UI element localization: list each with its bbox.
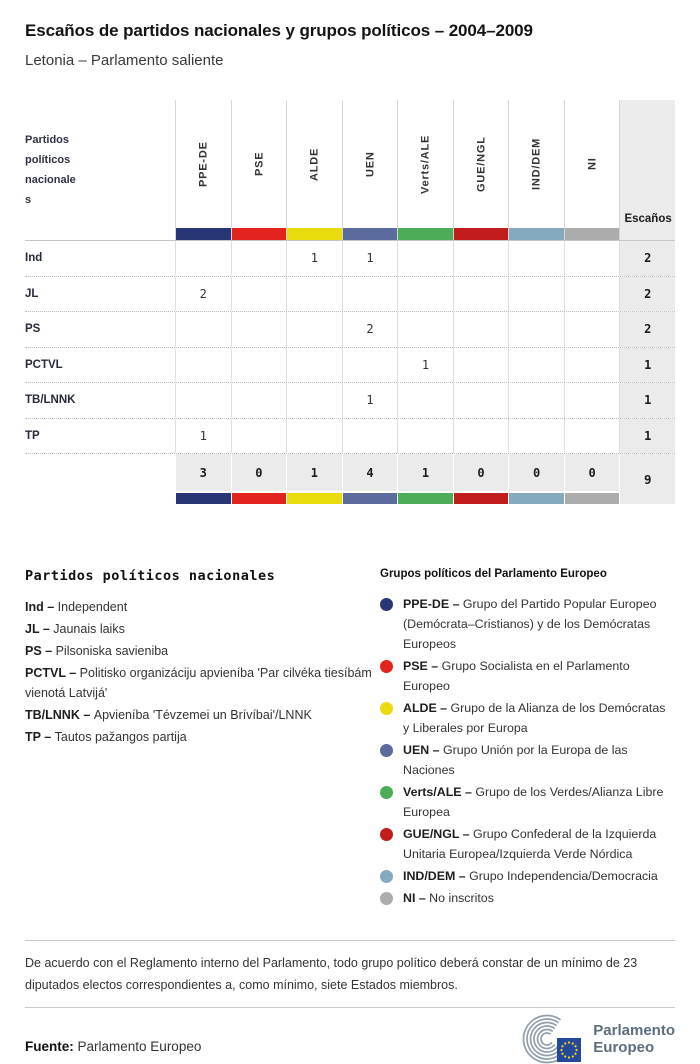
seat-cell: 1	[175, 419, 231, 454]
group-legend-code: ALDE –	[403, 701, 451, 715]
seat-cell	[342, 277, 398, 312]
group-legend-list	[380, 594, 675, 908]
party-label: TB/LNNK	[25, 394, 76, 407]
seat-cell	[175, 241, 231, 276]
group-color-dot	[380, 598, 393, 611]
source-line	[25, 1039, 201, 1064]
party-legend-item: TP – Tautos pažangos partija	[25, 730, 187, 744]
table-row	[25, 348, 675, 384]
totals-empty-cell	[25, 454, 175, 504]
group-column-label: Verts/ALE	[419, 134, 432, 194]
seat-cell	[231, 419, 287, 454]
party-label: TP	[25, 429, 40, 442]
row-total-cell: 1	[619, 419, 675, 454]
seat-cell	[564, 241, 620, 276]
seat-cell	[564, 419, 620, 454]
table-row	[25, 419, 675, 455]
seat-cell	[175, 312, 231, 347]
seat-cell	[564, 383, 620, 418]
group-legend-item: GUE/NGL – Grupo Confederal de la Izquierda Unitaria Europea/Izquierda Verde Nórdica	[380, 824, 675, 864]
party-legend-item: Ind – Independent	[25, 600, 128, 614]
seat-cell	[286, 383, 342, 418]
group-column-label: NI	[586, 157, 599, 171]
group-legend-code: GUE/NGL –	[403, 827, 473, 841]
seat-cell	[397, 383, 453, 418]
group-color-bar	[232, 493, 287, 504]
row-total-cell: 2	[619, 241, 675, 276]
group-color-dot	[380, 828, 393, 841]
group-column-header	[453, 100, 509, 240]
group-total-cell	[342, 454, 398, 504]
group-legend-code: PSE –	[403, 659, 442, 673]
group-total-value: 0	[232, 454, 287, 491]
group-legend-item: NI – No inscritos	[380, 888, 675, 908]
seat-cell	[397, 419, 453, 454]
seat-cell	[231, 348, 287, 383]
group-total-value: 1	[287, 454, 342, 491]
row-total-cell: 1	[619, 348, 675, 383]
seat-cell: 2	[175, 277, 231, 312]
seat-cell	[175, 383, 231, 418]
seat-cell	[286, 312, 342, 347]
group-legend-code: Verts/ALE –	[403, 785, 476, 799]
group-column-header	[175, 100, 231, 240]
group-total-value: 0	[565, 454, 620, 491]
party-legend-item: PS – Pilsoniska savieniba	[25, 644, 169, 658]
group-total-value: 0	[454, 454, 509, 491]
group-total-cell	[175, 454, 231, 504]
table-corner-header	[25, 100, 175, 240]
logo-wordmark	[593, 1022, 675, 1056]
group-total-cell	[508, 454, 564, 504]
row-total-cell: 2	[619, 312, 675, 347]
seat-cell	[508, 348, 564, 383]
party-legend-code: TB/LNNK –	[25, 708, 94, 722]
seat-cell	[564, 277, 620, 312]
group-total-cell	[564, 454, 620, 504]
party-legend-item: JL – Jaunais laiks	[25, 622, 125, 636]
seat-cell	[342, 348, 398, 383]
seat-cell	[231, 383, 287, 418]
seat-cell: 1	[342, 383, 398, 418]
group-color-bar	[176, 228, 231, 240]
group-column-label: UEN	[363, 151, 376, 177]
footnote-section	[25, 940, 675, 1008]
seat-cell: 1	[397, 348, 453, 383]
party-legend	[25, 568, 380, 910]
group-legend-item: PSE – Grupo Socialista en el Parlamento Europeo	[380, 656, 675, 696]
party-legend-item: PCTVL – Politisko organizáciju apvieníba 'Par cilvéka tiesíbám vienotá Latvijá'	[25, 666, 372, 700]
corner-header-label: Partidos políticos nacionales	[25, 134, 76, 206]
party-legend-code: PCTVL –	[25, 666, 80, 680]
group-total-cell	[231, 454, 287, 504]
seat-cell	[231, 241, 287, 276]
group-column-header	[508, 100, 564, 240]
group-legend-code: NI –	[403, 891, 430, 905]
seat-cell	[231, 312, 287, 347]
seat-cell	[508, 241, 564, 276]
group-column-label: GUE/NGL	[475, 136, 488, 192]
seat-cell	[397, 241, 453, 276]
seat-cell	[508, 277, 564, 312]
group-legend-item: ALDE – Grupo de la Alianza de los Demócratas y Liberales por Europa	[380, 698, 675, 738]
group-column-header	[342, 100, 398, 240]
party-legend-list	[25, 597, 380, 747]
seats-column-header: Escaños	[619, 100, 675, 240]
party-label: JL	[25, 287, 39, 300]
group-color-bar	[398, 228, 453, 240]
group-color-dot	[380, 744, 393, 757]
group-color-bar	[509, 228, 564, 240]
european-parliament-logo	[521, 1014, 675, 1064]
seat-cell	[342, 419, 398, 454]
party-legend-code: TP –	[25, 730, 55, 744]
group-color-dot	[380, 892, 393, 905]
seat-cell	[286, 277, 342, 312]
seat-cell: 1	[342, 241, 398, 276]
row-total-cell: 1	[619, 383, 675, 418]
seat-cell	[564, 348, 620, 383]
seat-cell	[286, 419, 342, 454]
source-label: Fuente:	[25, 1039, 74, 1054]
group-color-bar	[287, 493, 342, 504]
group-legend-item: UEN – Grupo Unión por la Europa de las Naciones	[380, 740, 675, 780]
group-column-label: ALDE	[308, 147, 321, 181]
group-column-label: IND/DEM	[530, 137, 543, 191]
group-color-bar	[343, 493, 398, 504]
seat-cell	[508, 312, 564, 347]
page-subtitle: Letonia – Parlamento saliente	[25, 52, 224, 69]
group-column-header	[397, 100, 453, 240]
seat-cell	[175, 348, 231, 383]
table-totals-row	[25, 454, 675, 504]
group-legend-code: UEN –	[403, 743, 443, 757]
group-color-bar	[287, 228, 342, 240]
group-color-bar	[454, 228, 509, 240]
seat-cell	[564, 312, 620, 347]
group-legend	[380, 568, 675, 910]
seat-cell	[397, 312, 453, 347]
group-total-cell	[286, 454, 342, 504]
party-label: Ind	[25, 252, 43, 265]
party-legend-code: Ind –	[25, 600, 58, 614]
party-legend-code: PS –	[25, 644, 56, 658]
party-label: PS	[25, 323, 41, 336]
group-color-bar	[565, 228, 620, 240]
logo-line1: Parlamento	[593, 1022, 675, 1039]
grand-total-cell: 9	[620, 454, 675, 504]
footnote-text: De acuerdo con el Reglamento interno del Parlamento, todo grupo político deberá constar de un mínimo de 23 diputados electos correspondientes a, como mínimo, siete Estados miembros.	[25, 956, 638, 992]
party-legend-title: Partidos políticos nacionales	[25, 568, 276, 584]
seat-cell	[453, 277, 509, 312]
group-legend-code: PPE-DE –	[403, 597, 463, 611]
table-row	[25, 277, 675, 313]
group-legend-title: Grupos políticos del Parlamento Europeo	[380, 568, 607, 580]
seat-cell	[231, 277, 287, 312]
source-value: Parlamento Europeo	[77, 1039, 202, 1054]
group-color-bar	[232, 228, 287, 240]
group-color-bar	[398, 493, 453, 504]
group-column-header	[564, 100, 620, 240]
group-legend-code: IND/DEM –	[403, 869, 470, 883]
group-column-header	[286, 100, 342, 240]
row-total-cell: 2	[619, 277, 675, 312]
logo-line2: Europeo	[593, 1039, 655, 1056]
page-title: Escaños de partidos nacionales y grupos políticos – 2004–2009	[25, 21, 533, 40]
group-column-label: PSE	[252, 151, 265, 177]
footer	[25, 1014, 675, 1064]
seat-cell	[397, 277, 453, 312]
table-body	[25, 241, 675, 454]
group-legend-item: Verts/ALE – Grupo de los Verdes/Alianza Libre Europea	[380, 782, 675, 822]
seats-table	[25, 100, 675, 504]
group-total-cell	[453, 454, 509, 504]
group-legend-item: IND/DEM – Grupo Independencia/Democracia	[380, 866, 675, 886]
group-color-bar	[343, 228, 398, 240]
group-total-value: 1	[398, 454, 453, 491]
party-legend-item: TB/LNNK – Apvieníba 'Tévzemei un Brívíbai'/LNNK	[25, 708, 312, 722]
group-total-value: 4	[343, 454, 398, 491]
seat-cell	[508, 383, 564, 418]
group-total-value: 0	[509, 454, 564, 491]
group-column-header	[231, 100, 287, 240]
table-header-row	[25, 100, 675, 241]
table-row	[25, 241, 675, 277]
seat-cell	[453, 383, 509, 418]
eu-flag-icon	[557, 1038, 581, 1062]
seat-cell	[286, 348, 342, 383]
party-label: PCTVL	[25, 358, 63, 371]
seat-cell: 1	[286, 241, 342, 276]
group-color-bar	[509, 493, 564, 504]
group-color-bar	[454, 493, 509, 504]
group-color-bar	[565, 493, 620, 504]
seat-cell	[453, 241, 509, 276]
group-column-label: PPE-DE	[197, 141, 210, 187]
group-total-value: 3	[176, 454, 231, 491]
table-row	[25, 383, 675, 419]
seat-cell: 2	[342, 312, 398, 347]
group-color-dot	[380, 870, 393, 883]
group-color-dot	[380, 660, 393, 673]
table-row	[25, 312, 675, 348]
group-total-cell	[397, 454, 453, 504]
seat-cell	[508, 419, 564, 454]
seat-cell	[453, 419, 509, 454]
group-legend-item: PPE-DE – Grupo del Partido Popular Europeo (Demócrata–Cristianos) y de los Demócratas Europeos	[380, 594, 675, 654]
group-color-dot	[380, 786, 393, 799]
legends	[25, 568, 675, 910]
group-color-dot	[380, 702, 393, 715]
seat-cell	[453, 348, 509, 383]
hemicycle-icon	[521, 1014, 585, 1064]
party-legend-code: JL –	[25, 622, 54, 636]
group-color-bar	[176, 493, 231, 504]
seat-cell	[453, 312, 509, 347]
